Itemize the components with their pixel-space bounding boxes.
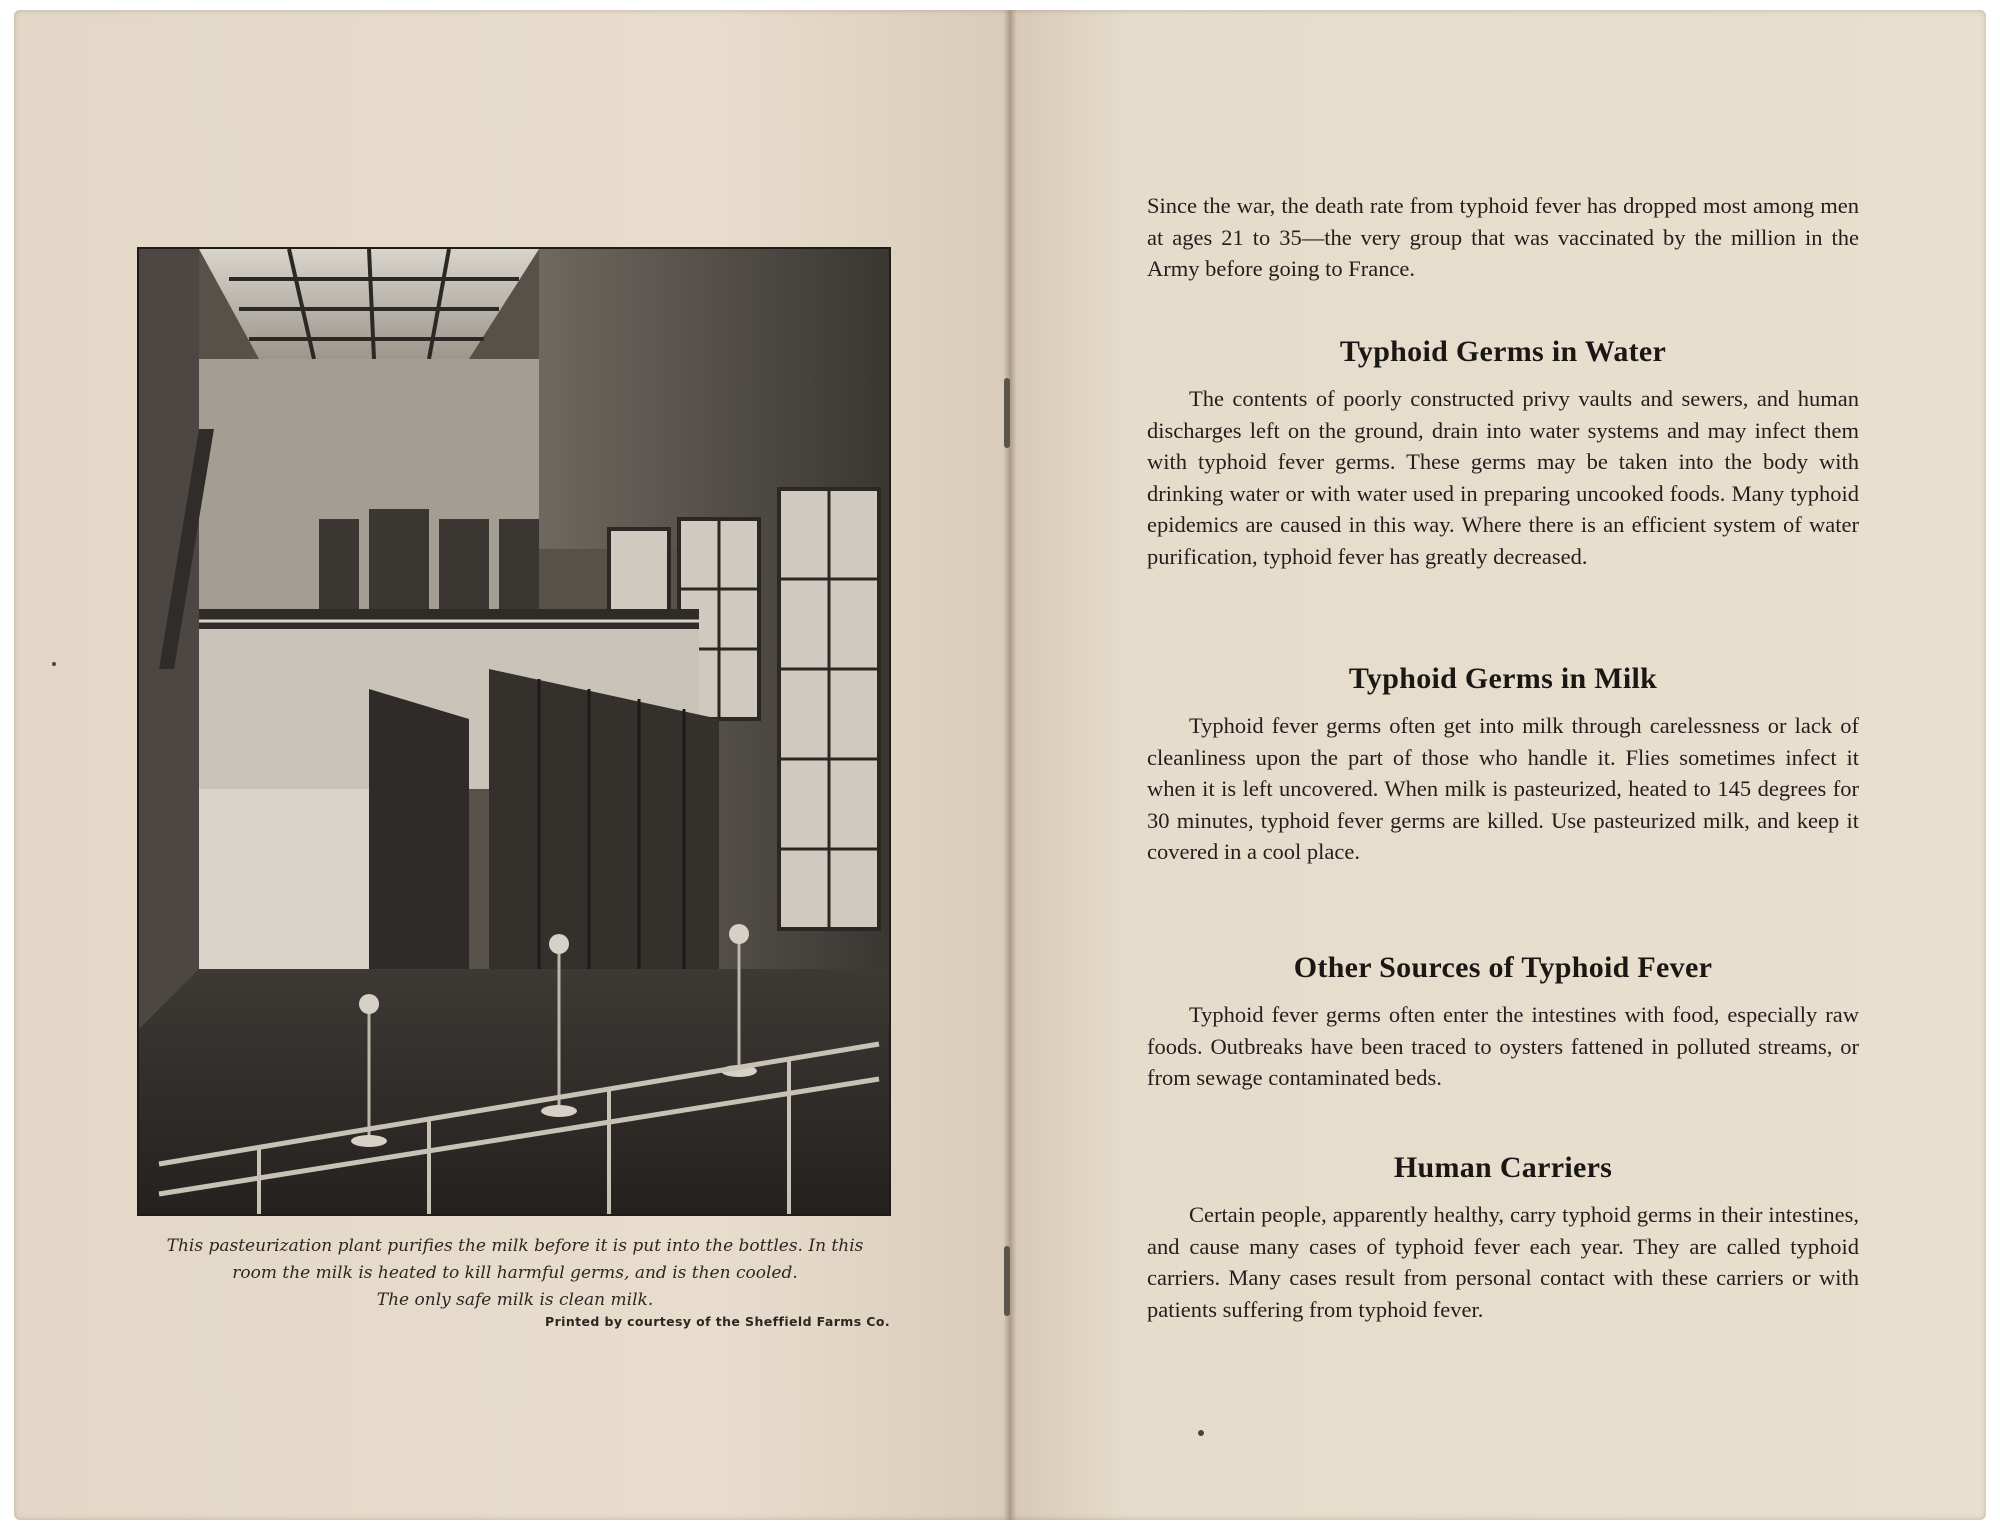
section-other-sources bbox=[1147, 951, 1859, 1094]
section-body: Certain people, apparently healthy, carry typhoid germs in their intestines, and cause many cases of typhoid fever each year. They are called typhoid carriers. Many cases result from personal contact with these carriers or with patients suffering from typhoid fever. bbox=[1147, 1202, 1859, 1322]
intro-paragraph: Since the war, the death rate from typhoid fever has dropped most among men at ages 21 to 35—the very group that was vaccinated by the million in the Army before going to France. bbox=[1147, 193, 1859, 281]
section-water bbox=[1147, 335, 1859, 572]
staple-top bbox=[1004, 378, 1010, 448]
page-speck bbox=[52, 662, 56, 666]
section-heading: Human Carriers bbox=[1393, 1151, 1613, 1184]
staple-bottom bbox=[1004, 1246, 1010, 1316]
section-human-carriers bbox=[1147, 1151, 1859, 1325]
section-body: The contents of poorly constructed privy vaults and sewers, and human discharges left on the ground, drain into water systems and may infect them with typhoid fever germs. These germs may be taken into the body with drinking water or with water used in preparing uncooked foods. Many typhoid epidemics are caused in this way. Where there is an efficient system of water purification, typhoid fever has greatly decreased. bbox=[1147, 386, 1859, 569]
page-speck bbox=[1198, 1430, 1204, 1436]
section-body: Typhoid fever germs often get into milk through carelessness or lack of cleanliness upon the part of those who handle it. Flies sometimes infect it when it is left uncovered. When milk is pasteurized, heated to 145 degrees for 30 minutes, typhoid fever germs are killed. Use pasteurized milk, and keep it covered in a cool place. bbox=[1147, 713, 1859, 864]
section-heading: Typhoid Germs in Milk bbox=[1348, 662, 1658, 695]
section-body: Typhoid fever germs often enter the intestines with food, especially raw foods. Outbreaks have been traced to oysters fattened in polluted streams, or from sewage contaminated beds. bbox=[1147, 1002, 1859, 1090]
caption-line-2: room the milk is heated to kill harmful germs, and is then cooled. bbox=[232, 1263, 798, 1283]
photo-caption bbox=[130, 1233, 900, 1314]
caption-line-3: The only safe milk is clean milk. bbox=[376, 1290, 654, 1310]
pasteurization-plant-photo bbox=[137, 247, 891, 1216]
caption-line-1: This pasteurization plant purifies the milk before it is put into the bottles. In this bbox=[166, 1236, 864, 1256]
photo-illustration bbox=[139, 249, 889, 1214]
section-milk bbox=[1147, 662, 1859, 868]
photo-credit: Printed by courtesy of the Sheffield Farms Co. bbox=[545, 1314, 890, 1329]
intro-block bbox=[1147, 190, 1859, 285]
section-heading: Typhoid Germs in Water bbox=[1339, 335, 1667, 368]
section-heading: Other Sources of Typhoid Fever bbox=[1293, 951, 1713, 984]
